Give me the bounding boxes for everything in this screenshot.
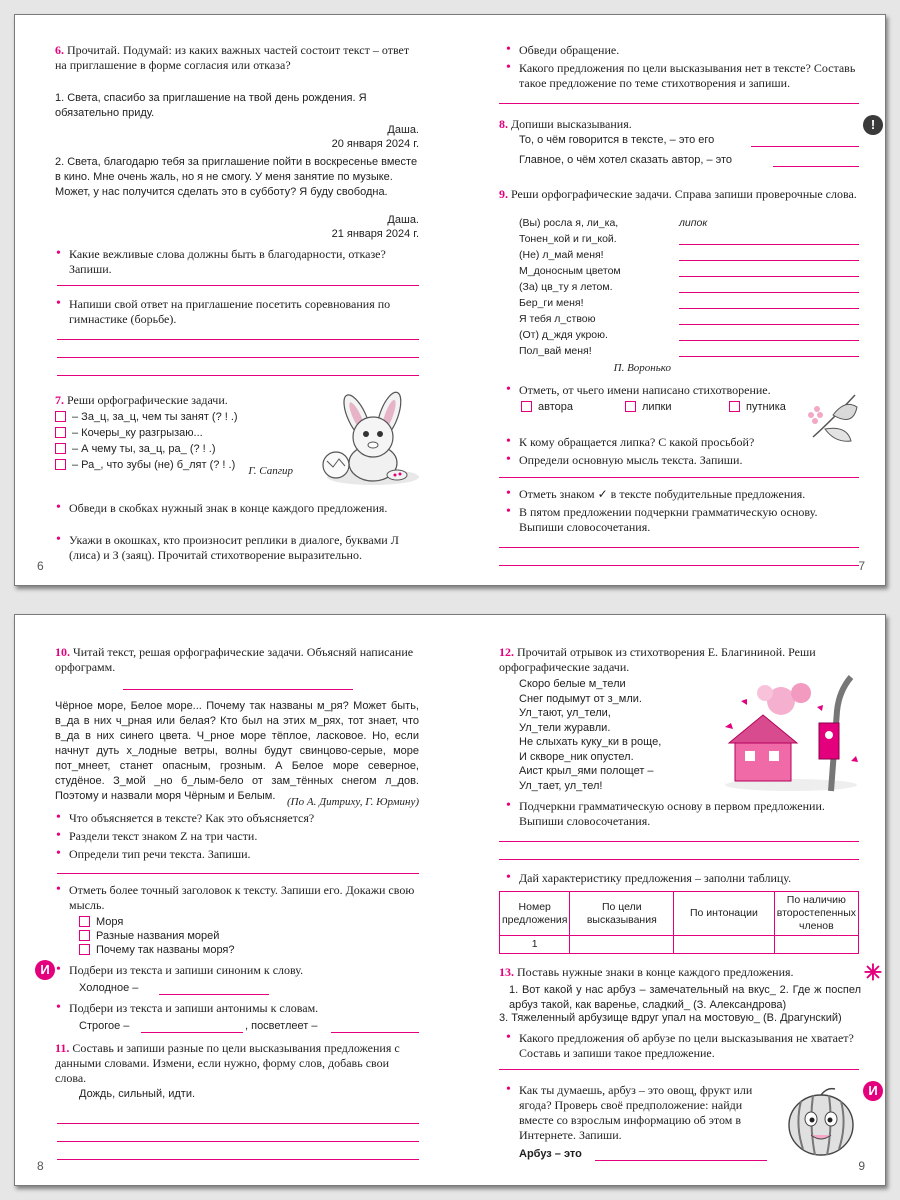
answer-line[interactable]: [331, 1032, 419, 1033]
task-number: 6.: [55, 43, 64, 57]
table-cell[interactable]: [774, 936, 858, 954]
poem-line: Ул_тают, ул_тели,: [519, 707, 611, 719]
task-9: 9. Реши орфографические задачи. Справа запиши проверочные слова.: [499, 187, 857, 201]
poem-9: [519, 215, 669, 359]
answer-line[interactable]: [57, 873, 419, 874]
answer-line[interactable]: [57, 1141, 419, 1142]
answer-line[interactable]: [57, 375, 419, 376]
poem-line: Снег подымут от з_мли.: [519, 692, 642, 705]
speaker-box[interactable]: [55, 443, 66, 454]
answer-line[interactable]: [751, 146, 859, 147]
answer-line[interactable]: [499, 859, 859, 860]
speaker-box[interactable]: [55, 411, 66, 422]
option-traveler[interactable]: путника: [729, 400, 786, 415]
instruction-brackets: • Обведи в скобках нужный знак в конце каждого предложения.: [69, 501, 419, 516]
answer-line[interactable]: [57, 1159, 419, 1160]
page-6: [15, 15, 451, 585]
table-row: [500, 936, 859, 954]
poem-line: (Вы) росла я, ли_ка,: [519, 217, 619, 229]
answer-line[interactable]: [595, 1160, 767, 1161]
text-13-part-2: 3. Тяжеленный арбузище вдруг упал на мостовую_ (В. Драгунский): [499, 1012, 842, 1024]
answer-line[interactable]: [57, 1123, 419, 1124]
question-text-type: • Определи тип речи текста. Запиши.: [69, 847, 419, 862]
answer-line[interactable]: [679, 244, 859, 245]
answer-line[interactable]: [141, 1032, 243, 1033]
text-13-part-1: 1. Вот какой у нас арбуз – замечательный на вкус_ 2. Где ж поспел арбуз такой, как варенье, сладкий_ (З. Александрова): [509, 984, 861, 1011]
page-9: [451, 615, 887, 1185]
statement-1: То, о чём говорится в тексте, – это его: [519, 134, 715, 146]
autumn-house-illustration: [721, 671, 863, 793]
task-11: 11. Составь и запиши разные по цели высказывания предложения с данными словами. Измени, если нужно, форму слов, добавь свои слова.: [55, 1041, 400, 1085]
page-8: [15, 615, 451, 1185]
table-header-cell: По цели высказывания: [570, 892, 674, 936]
answer-line[interactable]: [679, 324, 859, 325]
checkbox[interactable]: [625, 401, 636, 412]
instruction-grammar-basis: • Подчеркни грамматическую основу в первом предложении. Выпиши словосочетания.: [519, 799, 859, 829]
checkbox[interactable]: [521, 401, 532, 412]
instruction-circle-address: • Обведи обращение.: [519, 43, 859, 58]
poem-line: – А чему ты, за_ц, ра_ (? ! .): [55, 441, 305, 457]
table-cell: 1: [500, 936, 570, 954]
top-spread: [14, 14, 886, 586]
answer-line[interactable]: [499, 1069, 859, 1070]
page-number: 9: [858, 1159, 865, 1173]
bunny-illustration: [311, 389, 427, 489]
poem-line: Пол_вай меня!: [519, 345, 592, 357]
letter-1-sign: Даша.: [387, 124, 419, 136]
poem-line: – Кочеры_ку разгрызаю...: [55, 425, 305, 441]
table-header-cell: По интонации: [674, 892, 775, 936]
table-cell[interactable]: [674, 936, 775, 954]
instruction-table: • Дай характеристику предложения – заполни таблицу.: [519, 871, 859, 886]
poem-line: (За) цв_ту я летом.: [519, 281, 613, 293]
internet-badge-icon: И: [35, 960, 55, 980]
instruction-grammar: • В пятом предложении подчеркни грамматическую основу. Выпиши словосочетания.: [519, 505, 859, 535]
checkbox[interactable]: [729, 401, 740, 412]
answer-line[interactable]: [57, 285, 419, 286]
checkbox[interactable]: [79, 930, 90, 941]
answer-line[interactable]: [499, 565, 859, 566]
given-words: Дождь, сильный, идти.: [79, 1088, 196, 1100]
answer-line[interactable]: [679, 260, 859, 261]
page-number: 6: [37, 559, 44, 573]
question-synonym: • Подбери из текста и запиши синоним к слову.: [69, 963, 419, 978]
task-10: 10. Читай текст, решая орфографические задачи. Объясняй написание орфограмм.: [55, 645, 414, 674]
checkbox[interactable]: [79, 944, 90, 955]
page-7: [451, 15, 887, 585]
table-header-row: [500, 892, 859, 936]
poem-line: Не слыхать куку_ки в роще,: [519, 736, 662, 748]
answer-line[interactable]: [499, 103, 859, 104]
poem-line: (Не) л_май меня!: [519, 249, 604, 261]
letter-2-sign: Даша.: [387, 214, 419, 226]
page-number: 7: [858, 559, 865, 573]
checkbox[interactable]: [79, 916, 90, 927]
instruction-checkmark: • Отметь знаком ✓ в тексте побудительные предложения.: [519, 487, 859, 502]
option-author[interactable]: автора: [521, 400, 573, 415]
poem-line: М_доносным цветом: [519, 265, 621, 277]
answer-line[interactable]: [499, 547, 859, 548]
poem-line: – За_ц, за_ц, чем ты занят (? ! .): [55, 409, 305, 425]
poem-line: Бер_ги меня!: [519, 297, 584, 309]
task-7: 7. Реши орфографические задачи.: [55, 393, 228, 407]
poem-9-author: П. Воронько: [613, 362, 671, 374]
poem-line: Аист крыл_ями полощет –: [519, 765, 654, 777]
linden-branch-illustration: [807, 385, 863, 457]
letter-1: 1. Света, спасибо за приглашение на твой день рождения. Я обязательно приду.: [55, 92, 367, 119]
question-narrator: • Отметь, от чьего имени написано стихотворение.: [519, 383, 809, 398]
question-whom: • К кому обращается липка? С какой просьбой?: [519, 435, 809, 450]
answer-line[interactable]: [679, 276, 859, 277]
question-missing-sentence: • Какого предложения об арбузе по цели высказывания не хватает? Составь и запиши такое предложение.: [519, 1031, 859, 1061]
answer-line[interactable]: [679, 292, 859, 293]
letter-2-date: 21 января 2024 г.: [331, 228, 419, 240]
poem-line: Я тебя л_ствою: [519, 313, 596, 325]
answer-line[interactable]: [773, 166, 859, 167]
option-lipka[interactable]: липки: [625, 400, 671, 415]
task-text: Прочитай. Подумай: из каких важных частей состоит текст – ответ на приглашение в форме согласия или отказа?: [55, 43, 410, 72]
synonym-prompt: Холодное –: [79, 982, 139, 994]
question-title: • Отметь более точный заголовок к тексту. Запиши его. Докажи свою мысль.: [69, 883, 419, 913]
question-sentence-type: • Какого предложения по цели высказывания нет в тексте? Составь такое предложение по теме стихотворения и запиши.: [519, 61, 859, 91]
text-10-source: (По А. Дитриху, Г. Юрмину): [287, 796, 419, 808]
title-option[interactable]: Разные названия морей: [79, 929, 235, 943]
answer-line[interactable]: [679, 340, 859, 341]
sentence-characteristics-table: [499, 891, 859, 954]
example-word: липок: [679, 217, 708, 229]
poem-7-author: Г. Сапгир: [248, 465, 293, 477]
poem-line: Ул_тает, ул_тел!: [519, 779, 603, 792]
antonym-prompt-1: Строгое –: [79, 1020, 130, 1032]
speaker-box[interactable]: [55, 427, 66, 438]
letter-2: 2. Света, благодарю тебя за приглашение пойти в воскресенье вместе в кино. Мне очень жаль, но я не смогу. У меня занятие по музыке. Может, у нас получится сделать это в субботу? Я буду свободна.: [55, 156, 418, 198]
task-12: 12. Прочитай отрывок из стихотворения Е. Благининой. Реши орфографические задачи.: [499, 645, 816, 674]
question-main-idea: • Определи основную мысль текста. Запиши.: [519, 453, 809, 468]
answer-line[interactable]: [679, 308, 859, 309]
question-reply: • Напиши свой ответ на приглашение посетить соревнования по гимнастике (борьбе).: [69, 297, 419, 327]
task-13: 13. Поставь нужные знаки в конце каждого предложения.: [499, 965, 794, 979]
speaker-box[interactable]: [55, 459, 66, 470]
letter-1-date: 20 января 2024 г.: [331, 138, 419, 150]
answer-line[interactable]: [57, 339, 419, 340]
question-watermelon: • Как ты думаешь, арбуз – это овощ, фрукт или ягода? Проверь своё предположение: найди вместе со взрослым информацию об этом в Интернете. Запиши.: [519, 1083, 779, 1143]
statement-2: Главное, о чём хотел сказать автор, – это: [519, 154, 733, 166]
task-6: [55, 43, 419, 73]
title-options: [79, 915, 235, 957]
watermelon-illustration: [781, 1085, 861, 1159]
title-line[interactable]: [123, 689, 353, 690]
table-header-cell: Номер предложения: [500, 892, 570, 936]
question-explain: • Что объясняется в тексте? Как это объясняется?: [69, 811, 419, 826]
antonym-prompt-2: , посветлеет –: [245, 1020, 318, 1032]
answer-line[interactable]: [679, 356, 859, 357]
asterisk-icon: ✳: [863, 960, 883, 985]
internet-badge-icon: И: [863, 1081, 883, 1101]
title-option[interactable]: Почему так названы моря?: [79, 943, 235, 957]
poem-line: – Ра_, что зубы (не) б_лят (? ! .): [55, 457, 305, 473]
bottom-spread: [14, 614, 886, 1186]
task-8: 8. Допиши высказывания.: [499, 117, 632, 131]
poem-line: Тонен_кой и ги_кой.: [519, 233, 617, 245]
poem-line: Скоро белые м_тели: [519, 678, 626, 690]
table-cell[interactable]: [570, 936, 674, 954]
answer-line[interactable]: [159, 994, 269, 995]
title-option[interactable]: Моря: [79, 915, 235, 929]
question-polite-words: • Какие вежливые слова должны быть в благодарности, отказе? Запиши.: [69, 247, 419, 277]
answer-line[interactable]: [499, 841, 859, 842]
answer-line[interactable]: [499, 477, 859, 478]
question-antonyms: • Подбери из текста и запиши антонимы к словам.: [69, 1001, 419, 1016]
table-header-cell: По наличию второстепенных членов: [774, 892, 858, 936]
poem-line: И скворе_ник опустел.: [519, 750, 634, 763]
answer-line[interactable]: [57, 357, 419, 358]
exclamation-icon: !: [863, 115, 883, 135]
poem-12: [519, 677, 719, 793]
instruction-boxes: • Укажи в окошках, кто произносит реплики в диалоге, буквами Л (лиса) и З (заяц). Прочитай стихотворение выразительно.: [69, 533, 419, 563]
poem-line: Ул_тели журавли.: [519, 721, 611, 734]
page-number: 8: [37, 1159, 44, 1173]
instruction-divide: • Раздели текст знаком Z на три части.: [69, 829, 419, 844]
poem-line: (От) д_ждя укрою.: [519, 329, 608, 341]
text-10: Чёрное море, Белое море... Почему так названы м_ря? Может быть, в_да в них ч_рная или белая? Кто был на этих м_рях, тот знает, что в_да в них синего цвета. Ч_рное море тёплое, ласковое. Но, если начнут дуть х_лодные ветры, волны будут свинцово-серые, море пот_мнеет, станет опасным, грозным. А Белое море северное, студёное. З_мой _но б_лым-бело от зам_тённых снегом л_дов. Поэтому и назвали моря Чёрным и Белым.: [55, 700, 419, 802]
watermelon-prompt: Арбуз – это: [519, 1148, 582, 1160]
